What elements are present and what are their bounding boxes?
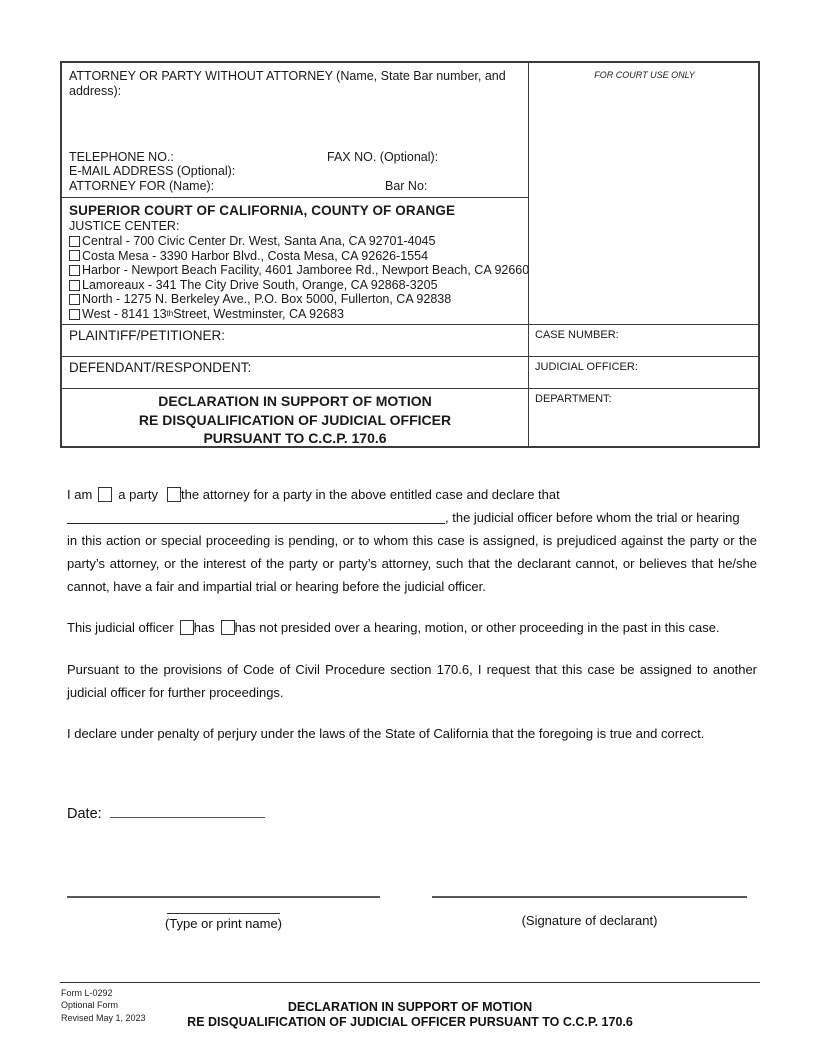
paragraph3: Pursuant to the provisions of Code of Civil Procedure section 170.6, I request that this case be assigned to another judicial officer for further proceedings.	[67, 662, 757, 700]
footer-form-number: Form L-0292	[61, 988, 113, 998]
justice-center-option-harbor	[69, 263, 530, 278]
paragraph1-continuation: in this action or special proceeding is pending, or to whom this case is assigned, is prejudiced against the party or the party’s attorney, or the interest of the party or party’s attorney, such that the declarant cannot, or believes that he/she cannot, have a fair and impartial trial or hearing before the judicial officer.	[67, 533, 757, 594]
justice-center-central-label: Central - 700 Civic Center Dr. West, Santa Ana, CA 92701-4045	[82, 234, 436, 248]
a-party-text: a party	[118, 487, 159, 502]
paragraph2	[67, 616, 757, 639]
checkbox-attorney-for-party[interactable]	[167, 487, 181, 502]
form-title-line1: DECLARATION IN SUPPORT OF MOTION	[158, 393, 432, 409]
bar-no-label: Bar No:	[385, 178, 428, 193]
court-info-cell	[62, 198, 529, 325]
print-name-caption: (Type or print name)	[164, 916, 283, 931]
paragraph1-line2	[67, 506, 757, 529]
judicial-officer-name-blank[interactable]	[67, 510, 445, 524]
defendant-cell[interactable]	[62, 357, 529, 389]
i-am-text: I am	[67, 487, 93, 502]
justice-center-north-label: North - 1275 N. Berkeley Ave., P.O. Box 5000, Fullerton, CA 92838	[82, 292, 452, 307]
attorney-for-label: ATTORNEY FOR (Name):	[69, 178, 215, 193]
department-label: DEPARTMENT:	[535, 393, 612, 405]
page-footer	[60, 982, 760, 1029]
date-row	[67, 803, 757, 826]
telephone-label: TELEPHONE NO.:	[69, 149, 174, 164]
justice-center-option-costa-mesa	[69, 249, 522, 264]
case-number-cell[interactable]	[529, 325, 760, 357]
checkbox-west[interactable]	[69, 309, 80, 320]
judicial-officer-cell[interactable]	[529, 357, 760, 389]
justice-center-label: JUSTICE CENTER:	[69, 219, 180, 233]
checkbox-costa-mesa[interactable]	[69, 250, 80, 261]
form-title-line2: RE DISQUALIFICATION OF JUDICIAL OFFICER	[138, 411, 452, 428]
signature-line[interactable]	[432, 896, 747, 898]
footer-form-type: Optional Form	[61, 1000, 119, 1011]
has-not-text: has not presided over a hearing, motion, or other proceeding in the past in this case.	[234, 620, 720, 635]
checkbox-has-presided[interactable]	[180, 620, 194, 635]
checkbox-central[interactable]	[69, 236, 80, 247]
attorney-info-cell[interactable]	[62, 63, 529, 198]
defendant-label: DEFENDANT/RESPONDENT:	[69, 360, 252, 375]
form-caption-table	[60, 61, 760, 448]
paragraph2-lead-text: This judicial officer	[67, 620, 174, 635]
signature-caption-wrap	[432, 913, 747, 928]
justice-center-option-west: West - 8141 13 th Street, Westminster, CA 92683	[69, 307, 522, 322]
print-name-mini-line	[167, 913, 280, 914]
justice-center-lamoreaux-label: Lamoreaux - 341 The City Drive South, Orange, CA 92868-3205	[82, 277, 438, 292]
department-cell[interactable]	[529, 389, 760, 446]
telephone-line	[69, 150, 520, 165]
for-court-use-only-label: FOR COURT USE ONLY	[594, 70, 695, 80]
judicial-officer-label: JUDICIAL OFFICER:	[535, 361, 638, 373]
checkbox-has-not-presided[interactable]	[221, 620, 235, 635]
checkbox-lamoreaux[interactable]	[69, 280, 80, 291]
attorney-for-party-text: the attorney for a party in the above entitled case and declare that	[181, 487, 560, 502]
footer-title-line1: DECLARATION IN SUPPORT OF MOTION	[287, 1000, 533, 1014]
paragraph1-line2-text: , the judicial officer before whom the trial or hearing	[445, 510, 740, 525]
footer-revised-date: Revised May 1, 2023	[61, 1012, 146, 1023]
attorney-label: ATTORNEY OR PARTY WITHOUT ATTORNEY (Name, State Bar number, and address):	[69, 69, 506, 98]
for-court-use-only-cell	[529, 63, 760, 325]
footer-title	[60, 1000, 760, 1030]
justice-center-west-label-post: Street, Westminster, CA 92683	[173, 306, 344, 321]
case-number-label: CASE NUMBER:	[535, 329, 619, 341]
checkbox-north[interactable]	[69, 294, 80, 305]
fax-label: FAX NO. (Optional):	[327, 149, 439, 164]
checkbox-a-party[interactable]	[98, 487, 112, 502]
justice-center-option-north	[69, 292, 522, 307]
date-label: Date:	[67, 806, 102, 822]
justice-center-west-label-pre: West - 8141 13	[82, 306, 167, 321]
justice-center-harbor-label: Harbor - Newport Beach Facility, 4601 Jamboree Rd., Newport Beach, CA 92660	[82, 263, 530, 278]
paragraph4-perjury: I declare under penalty of perjury under the laws of the State of California that the foregoing is true and correct.	[67, 726, 705, 741]
justice-center-option-central	[69, 234, 522, 249]
plaintiff-cell[interactable]	[62, 325, 529, 357]
plaintiff-label: PLAINTIFF/PETITIONER:	[69, 328, 226, 343]
date-blank[interactable]	[110, 803, 265, 818]
print-name-line[interactable]	[67, 896, 380, 898]
justice-center-option-lamoreaux	[69, 278, 522, 293]
has-text: has	[193, 620, 215, 635]
justice-center-costa-mesa-label: Costa Mesa - 3390 Harbor Blvd., Costa Mesa, CA 92626-1554	[82, 248, 429, 263]
footer-title-line2: RE DISQUALIFICATION OF JUDICIAL OFFICER PURSUANT TO C.C.P. 170.6	[187, 1015, 633, 1029]
signature-caption: (Signature of declarant)	[521, 913, 658, 928]
signature-block	[432, 896, 747, 931]
signature-row	[67, 896, 757, 931]
attorney-for-line	[69, 179, 520, 194]
email-label: E-MAIL ADDRESS (Optional):	[69, 164, 236, 178]
form-title-cell	[62, 389, 529, 446]
print-name-caption-wrap	[67, 913, 380, 931]
email-line	[69, 164, 520, 179]
form-title-line3: PURSUANT TO C.C.P. 170.6	[203, 430, 387, 446]
print-name-block	[67, 896, 380, 931]
court-name: SUPERIOR COURT OF CALIFORNIA, COUNTY OF ORANGE	[69, 203, 456, 218]
attorney-fill-area[interactable]	[69, 99, 520, 150]
paragraph1-line1	[67, 483, 757, 506]
declaration-body	[67, 483, 757, 931]
checkbox-harbor[interactable]	[69, 265, 80, 276]
